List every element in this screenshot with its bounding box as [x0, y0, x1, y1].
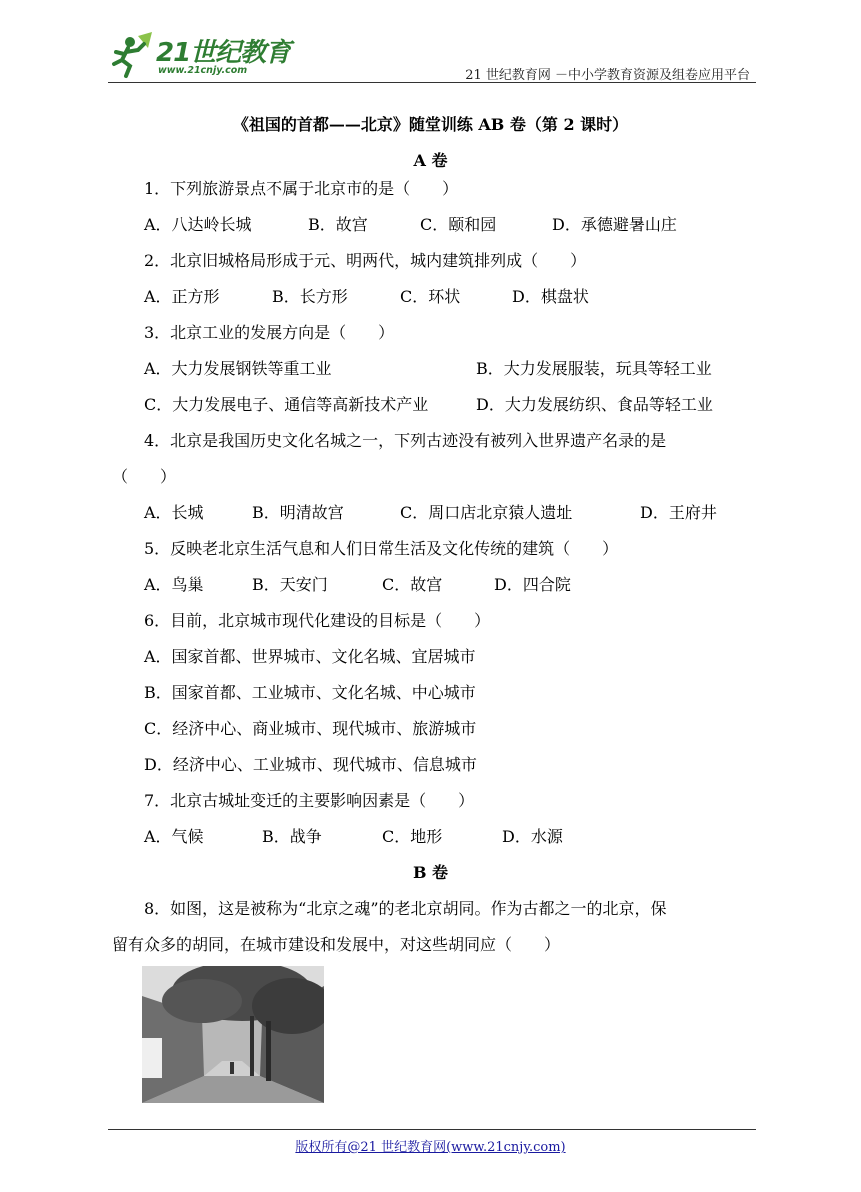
option-a: A．大力发展钢铁等重工业 — [144, 359, 332, 378]
option-b: B．战争 — [262, 827, 322, 846]
option-a: A．气候 — [144, 827, 204, 846]
option-c: C．颐和园 — [420, 215, 497, 234]
option-b: B．国家首都、工业城市、文化名城、中心城市 — [144, 683, 476, 702]
option-c: C．周口店北京猿人遗址 — [400, 503, 573, 522]
question-stem: 8．如图，这是被称为“北京之魂”的老北京胡同。作为古都之一的北京，保 — [144, 899, 667, 918]
option-d: D．承德避暑山庄 — [552, 215, 677, 234]
question-stem: 3．北京工业的发展方向是（ ） — [144, 323, 395, 342]
question-stem: 5．反映老北京生活气息和人们日常生活及文化传统的建筑（ ） — [144, 539, 619, 558]
header-divider — [108, 82, 756, 83]
question-stem-continued: （ ） — [112, 467, 177, 486]
option-d: D．水源 — [502, 827, 563, 846]
page-header — [108, 30, 756, 84]
option-b: B．天安门 — [252, 575, 328, 594]
document-title: 《祖国的首都——北京》随堂训练 AB 卷（第 2 课时） — [232, 115, 629, 134]
logo-url: www.21cnjy.com — [158, 65, 248, 76]
section-a-heading: A 卷 — [413, 151, 448, 170]
option-d: D．王府井 — [640, 503, 717, 522]
footer-divider — [108, 1129, 756, 1130]
hutong-photo — [142, 966, 324, 1103]
option-d: D．经济中心、工业城市、现代城市、信息城市 — [144, 755, 477, 774]
option-c: C．经济中心、商业城市、现代城市、旅游城市 — [144, 719, 477, 738]
option-a: A．国家首都、世界城市、文化名城、宜居城市 — [144, 647, 476, 666]
question-stem-continued: 留有众多的胡同，在城市建设和发展中，对这些胡同应（ ） — [112, 935, 561, 954]
option-d: D．棋盘状 — [512, 287, 589, 306]
option-a: A．鸟巢 — [144, 575, 204, 594]
option-a: A．长城 — [144, 503, 204, 522]
section-b-heading: B 卷 — [412, 863, 449, 882]
option-b: B．故宫 — [308, 215, 368, 234]
copyright-link[interactable]: 版权所有@21 世纪教育网(www.21cnjy.com) — [295, 1140, 566, 1155]
question-stem: 6．目前，北京城市现代化建设的目标是（ ） — [144, 611, 491, 630]
question-stem: 2．北京旧城格局形成于元、明两代，城内建筑排列成（ ） — [144, 251, 587, 270]
runner-icon — [108, 30, 156, 80]
question-stem: 7．北京古城址变迁的主要影响因素是（ ） — [144, 791, 475, 810]
option-c: C．大力发展电子、通信等高新技术产业 — [144, 395, 429, 414]
option-c: C．环状 — [400, 287, 461, 306]
question-stem: 4．北京是我国历史文化名城之一，下列古迹没有被列入世界遗产名录的是 — [144, 431, 667, 450]
option-d: D．四合院 — [494, 575, 571, 594]
option-a: A．八达岭长城 — [144, 215, 252, 234]
question-stem: 1．下列旅游景点不属于北京市的是（ ） — [144, 179, 459, 198]
option-c: C．地形 — [382, 827, 443, 846]
header-tagline: 21 世纪教育网 －中小学教育资源及组卷应用平台 — [465, 68, 750, 83]
site-logo[interactable] — [108, 30, 308, 82]
option-b: B．长方形 — [272, 287, 348, 306]
option-c: C．故宫 — [382, 575, 443, 594]
option-b: B．大力发展服装，玩具等轻工业 — [476, 359, 712, 378]
option-a: A．正方形 — [144, 287, 220, 306]
option-b: B．明清故宫 — [252, 503, 344, 522]
option-d: D．大力发展纺织、食品等轻工业 — [476, 395, 713, 414]
logo-text: 21世纪教育 — [156, 38, 291, 68]
